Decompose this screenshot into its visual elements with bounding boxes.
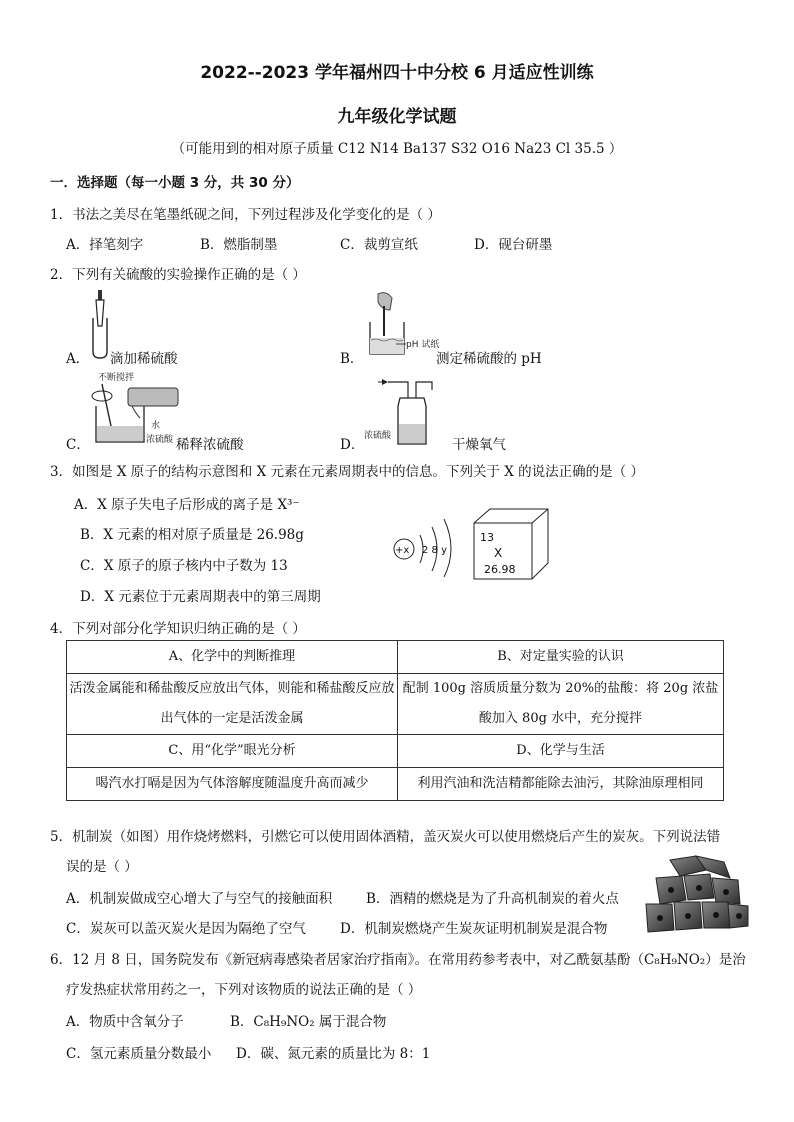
q2-option-a-text: 滴加稀硫酸 bbox=[110, 351, 178, 367]
periodic-table-cell bbox=[470, 505, 552, 585]
table-head-a: A、化学中的判断推理 bbox=[67, 641, 398, 674]
q2-option-b-text: 测定稀硫酸的 pH bbox=[436, 351, 542, 367]
exam-subtitle: 九年级化学试题 bbox=[337, 107, 457, 127]
ph-paper-label: pH 试纸 bbox=[406, 340, 440, 350]
drying-oxygen-figure bbox=[366, 376, 446, 448]
table-body-a: 活泼金属能和稀盐酸反应放出气体，则能和稀盐酸反应放出气体的一定是活泼金属 bbox=[67, 674, 398, 735]
atomic-number: 13 bbox=[480, 531, 494, 544]
atom-structure-diagram bbox=[390, 515, 470, 575]
q6-option-d: D．碳、氮元素的质量比为 8：1 bbox=[236, 1046, 431, 1062]
question-2-stem: 2．下列有关硫酸的实验操作正确的是（ ） bbox=[50, 267, 306, 283]
water-label: 水 bbox=[151, 421, 161, 431]
stir-label: 不断搅拌 bbox=[98, 373, 135, 383]
table-body-d: 利用汽油和洗洁精都能除去油污，其除油原理相同 bbox=[398, 768, 724, 801]
question-1-stem: 1．书法之美尽在笔墨纸砚之间，下列过程涉及化学变化的是（ ） bbox=[50, 207, 441, 223]
charcoal-briquettes-image bbox=[640, 852, 752, 938]
q1-option-a: A．择笔刻字 bbox=[66, 237, 144, 253]
q5-option-d: D．机制炭燃烧产生炭灰证明机制炭是混合物 bbox=[340, 921, 608, 937]
q2-option-a-letter: A． bbox=[66, 351, 90, 367]
q2-option-c-letter: C． bbox=[66, 437, 90, 453]
q3-option-b: B．X 元素的相对原子质量是 26.98g bbox=[80, 527, 304, 543]
q3-option-d: D．X 元素位于元素周期表中的第三周期 bbox=[80, 589, 321, 605]
q5-option-b: B．酒精的燃烧是为了升高机制炭的着火点 bbox=[366, 891, 619, 907]
q3-option-a: A．X 原子失电子后形成的离子是 X³⁻ bbox=[74, 497, 300, 513]
q5-option-c: C．炭灰可以盖灭炭火是因为隔绝了空气 bbox=[66, 921, 306, 937]
table-head-c: C、用“化学”眼光分析 bbox=[67, 735, 398, 768]
table-body-c: 喝汽水打嗝是因为气体溶解度随温度升高而减少 bbox=[67, 768, 398, 801]
table-head-d: D、化学与生活 bbox=[398, 735, 724, 768]
section-heading: 一．选择题（每一小题 3 分，共 30 分） bbox=[50, 175, 300, 191]
q6-option-c: C．氢元素质量分数最小 bbox=[66, 1046, 212, 1062]
q6-option-b: B．C₈H₉NO₂ 属于混合物 bbox=[230, 1014, 387, 1030]
atomic-mass: 26.98 bbox=[484, 563, 516, 576]
question-6-stem-line2: 疗发热症状常用药之一，下列对该物质的说法正确的是（ ） bbox=[66, 982, 422, 998]
q2-option-b-letter: B． bbox=[340, 351, 364, 367]
q5-option-a: A．机制炭做成空心增大了与空气的接触面积 bbox=[66, 891, 333, 907]
q2-option-c-text: 稀释浓硫酸 bbox=[176, 437, 244, 453]
atomic-masses-note: （可能用到的相对原子质量 C12 N14 Ba137 S32 O16 Na23 Cl 35.5 ） bbox=[171, 141, 623, 157]
table-body-b: 配制 100g 溶质质量分数为 20%的盐酸：将 20g 浓盐酸加入 80g 水中，充分搅拌 bbox=[398, 674, 724, 735]
q2-option-d-letter: D． bbox=[340, 437, 365, 453]
ph-paper-figure bbox=[366, 292, 440, 358]
q1-option-c: C．裁剪宣纸 bbox=[340, 237, 418, 253]
q3-option-c: C．X 原子的原子核内中子数为 13 bbox=[80, 558, 288, 574]
q6-option-a: A．物质中含氧分子 bbox=[66, 1014, 184, 1030]
question-5-stem-line1: 5．机制炭（如图）用作烧烤燃料，引燃它可以使用固体酒精，盖灭炭火可以使用燃烧后产生的炭灰。下列说法错 bbox=[50, 829, 721, 845]
element-symbol: X bbox=[494, 546, 503, 560]
knowledge-table bbox=[66, 640, 724, 801]
question-6-stem-line1: 6．12 月 8 日，国务院发布《新冠病毒感染者居家治疗指南》。在常用药参考表中，对乙酰氨基酚（C₈H₉NO₂）是治 bbox=[50, 952, 746, 968]
table-head-b: B、对定量实验的认识 bbox=[398, 641, 724, 674]
q1-option-d: D．砚台研墨 bbox=[474, 237, 553, 253]
exam-title: 2022--2023 学年福州四十中分校 6 月适应性训练 bbox=[200, 63, 594, 83]
question-4-stem: 4．下列对部分化学知识归纳正确的是（ ） bbox=[50, 621, 306, 637]
q2-option-d-text: 干燥氧气 bbox=[452, 437, 506, 453]
q1-option-b: B．燃脂制墨 bbox=[200, 237, 278, 253]
question-5-stem-line2: 误的是（ ） bbox=[66, 859, 138, 875]
nucleus-charge: +x bbox=[395, 545, 410, 556]
question-3-stem: 3．如图是 X 原子的结构示意图和 X 元素在元素周期表中的信息。下列关于 X 的说法正确的是（ ） bbox=[50, 464, 644, 480]
electron-shells: 2 8 y bbox=[422, 545, 447, 556]
concentrated-acid-label: 浓硫酸 bbox=[364, 431, 392, 441]
acid-label: 浓硫酸 bbox=[146, 435, 174, 445]
